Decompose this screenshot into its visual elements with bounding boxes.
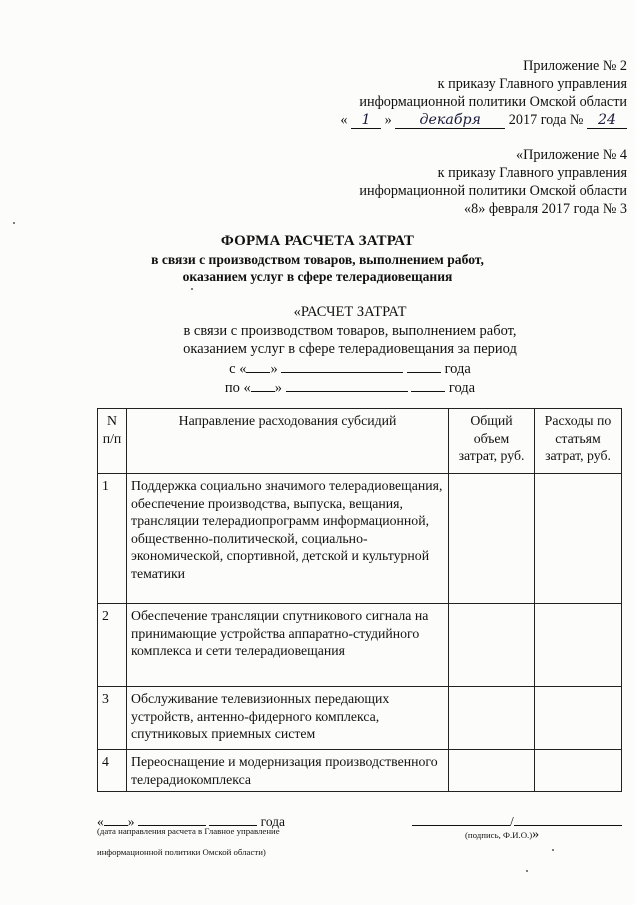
row-expenses-cell bbox=[535, 687, 622, 750]
scan-speck bbox=[552, 849, 554, 851]
annex-2-order-line: к приказу Главного управления bbox=[437, 76, 627, 92]
footer-month-blank bbox=[138, 812, 206, 826]
name-blank bbox=[514, 812, 622, 826]
footer-signature-caption: (подпись, Ф.И.О.)» bbox=[465, 827, 540, 842]
form-title-block bbox=[0, 232, 635, 285]
footer-year-blank bbox=[209, 812, 257, 826]
from-month-blank bbox=[281, 359, 403, 373]
scan-speck bbox=[13, 222, 15, 224]
table-row bbox=[98, 750, 622, 792]
table-row bbox=[98, 687, 622, 750]
header-number: N п/п bbox=[98, 409, 127, 474]
from-year-blank bbox=[407, 359, 441, 373]
signature-blank bbox=[412, 812, 510, 826]
annex-4-header bbox=[359, 146, 627, 218]
period-from-line: с « » года bbox=[229, 360, 471, 377]
calculation-line-3: оказанием услуг в сфере телерадиовещания за период bbox=[183, 341, 517, 357]
annex-2-header bbox=[340, 57, 627, 129]
calculation-title: «РАСЧЕТ ЗАТРАТ bbox=[293, 304, 407, 320]
annex-2-title: Приложение № 2 bbox=[523, 58, 627, 74]
row-expenses-cell bbox=[535, 750, 622, 792]
table-row bbox=[98, 604, 622, 687]
period-to-line: по « » года bbox=[224, 380, 476, 396]
from-day-blank bbox=[246, 359, 270, 373]
row-total-cell bbox=[449, 474, 535, 604]
table-row bbox=[98, 474, 622, 604]
row-total-cell bbox=[449, 604, 535, 687]
to-year-blank bbox=[411, 378, 445, 392]
table-header-row bbox=[98, 409, 622, 474]
form-subtitle-line-1: в связи с производством товаров, выполнением работ, bbox=[151, 252, 484, 267]
cost-table bbox=[97, 408, 622, 792]
annex-4-order-line: к приказу Главного управления bbox=[437, 165, 627, 181]
footer-signature-line: / bbox=[412, 812, 622, 830]
row-number: 2 bbox=[98, 604, 127, 687]
calculation-line-2: в связи с производством товаров, выполнением работ, bbox=[183, 322, 517, 339]
row-direction: Поддержка социально значимого телерадиовещания, обеспечение производства, выпуска, вещания, трансляции телерадиопрограмм информационной, общественно-политической, социально-экономической, спортивной, детской и культурной тематики bbox=[127, 474, 449, 604]
form-title: ФОРМА РАСЧЕТА ЗАТРАТ bbox=[220, 233, 415, 249]
handwritten-number: 24 bbox=[587, 113, 627, 129]
calculation-heading bbox=[0, 303, 635, 398]
header-expenses: Расходы по статьям затрат, руб. bbox=[535, 409, 622, 474]
header-total: Общий объем затрат, руб. bbox=[449, 409, 535, 474]
footer-day-blank bbox=[104, 812, 128, 826]
footer-date-line: « » года bbox=[97, 814, 286, 829]
row-direction: Обеспечение трансляции спутникового сигнала на принимающие устройства аппаратно-студийного комплекса и сети телерадиовещания bbox=[127, 604, 449, 687]
footer-date-caption: (дата направления расчета в Главное управление информационной политики Омской области) bbox=[97, 826, 280, 857]
annex-2-authority-line: информационной политики Омской области bbox=[359, 94, 627, 110]
row-expenses-cell bbox=[535, 474, 622, 604]
row-direction: Обслуживание телевизионных передающих устройств, антенно-фидерного комплекса, спутниковых приемных систем bbox=[127, 687, 449, 750]
row-direction: Переоснащение и модернизация производственного телерадиокомплекса bbox=[127, 750, 449, 792]
to-day-blank bbox=[251, 378, 275, 392]
header-direction: Направление расходования субсидий bbox=[127, 409, 449, 474]
form-subtitle-line-2: оказанием услуг в сфере телерадиовещания bbox=[182, 269, 453, 284]
row-number: 1 bbox=[98, 474, 127, 604]
annex-4-authority-line: информационной политики Омской области bbox=[359, 183, 627, 199]
row-total-cell bbox=[449, 687, 535, 750]
to-month-blank bbox=[286, 378, 408, 392]
annex-2-date-line: « 1 » декабря 2017 года № 24 bbox=[340, 111, 627, 129]
row-number: 3 bbox=[98, 687, 127, 750]
row-total-cell bbox=[449, 750, 535, 792]
handwritten-day: 1 bbox=[351, 113, 381, 129]
scan-speck bbox=[191, 288, 193, 290]
annex-4-title: «Приложение № 4 bbox=[516, 147, 627, 163]
annex-4-date-line: «8» февраля 2017 года № 3 bbox=[464, 201, 627, 217]
row-expenses-cell bbox=[535, 604, 622, 687]
handwritten-month: декабря bbox=[395, 113, 505, 129]
row-number: 4 bbox=[98, 750, 127, 792]
scan-speck bbox=[526, 870, 528, 872]
